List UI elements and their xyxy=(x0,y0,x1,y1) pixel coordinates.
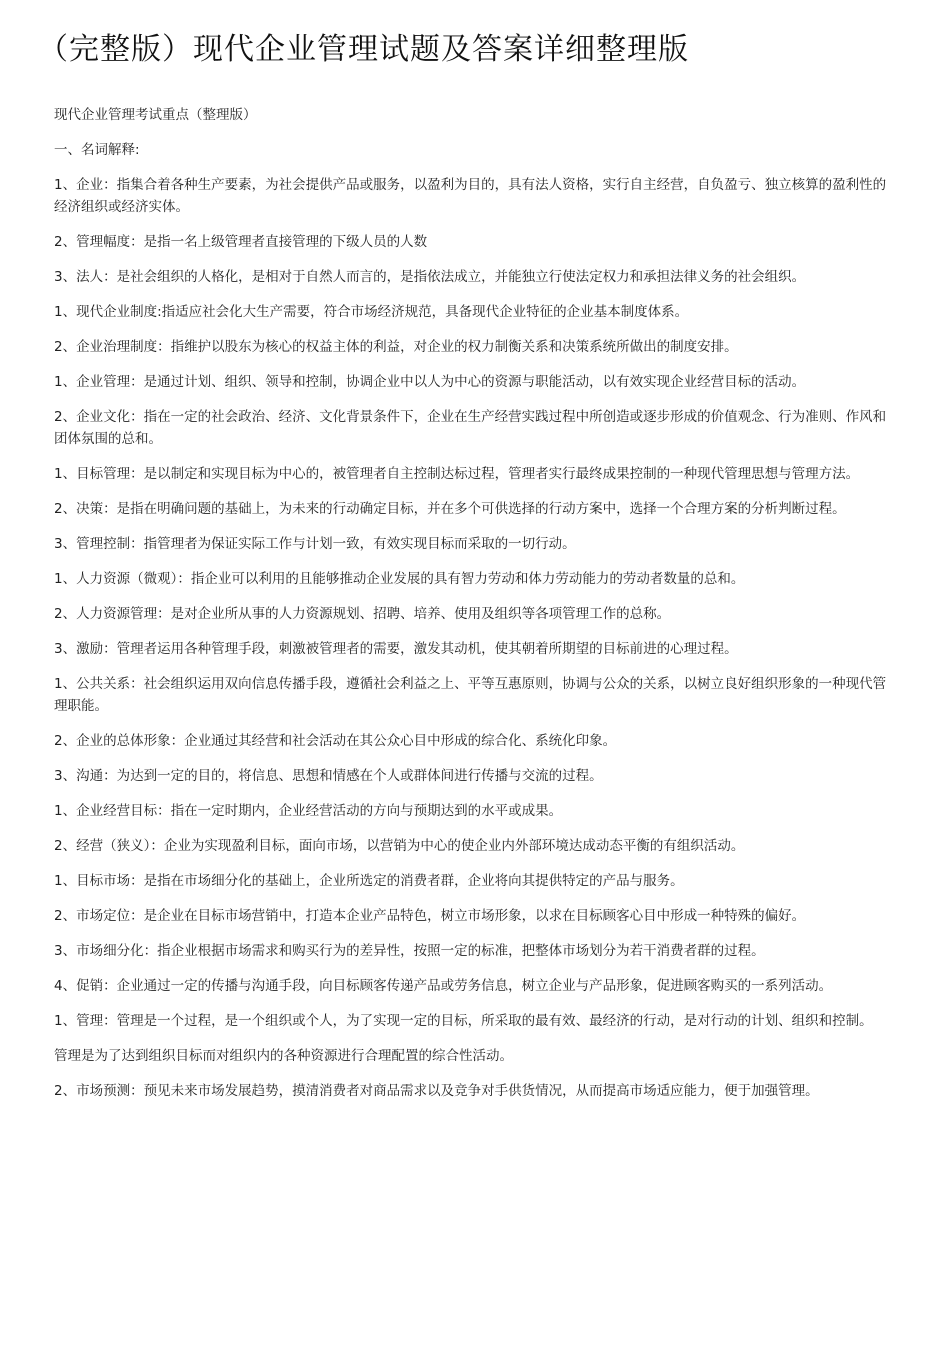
definition-paragraph: 2、企业的总体形象：企业通过其经营和社会活动在其公众心目中形成的综合化、系统化印象。 xyxy=(54,733,617,749)
page-title: （完整版）现代企业管理试题及答案详细整理版 xyxy=(38,32,689,67)
subtitle-paragraph: 现代企业管理考试重点（整理版） xyxy=(54,107,257,123)
definition-paragraph: 2、管理幅度：是指一名上级管理者直接管理的下级人员的人数 xyxy=(54,234,428,250)
definition-paragraph: 4、促销：企业通过一定的传播与沟通手段，向目标顾客传递产品或劳务信息，树立企业与产品形象，促进顾客购买的一系列活动。 xyxy=(54,978,833,994)
definition-paragraph: 管理是为了达到组织目标而对组织内的各种资源进行合理配置的综合性活动。 xyxy=(54,1048,513,1064)
definition-paragraph: 2、企业文化：指在一定的社会政治、经济、文化背景条件下，企业在生产经营实践过程中所创造或逐步形成的价值观念、行为准则、作风和团体氛围的总和。 xyxy=(54,409,887,447)
definition-paragraph: 2、企业治理制度：指维护以股东为核心的权益主体的利益，对企业的权力制衡关系和决策系统所做出的制度安排。 xyxy=(54,339,738,355)
definition-paragraph: 1、目标市场：是指在市场细分化的基础上，企业所选定的消费者群，企业将向其提供特定的产品与服务。 xyxy=(54,873,684,889)
definition-paragraph: 1、现代企业制度:指适应社会化大生产需要，符合市场经济规范，具备现代企业特征的企业基本制度体系。 xyxy=(54,304,689,320)
definition-paragraph: 3、激励：管理者运用各种管理手段，刺激被管理者的需要，激发其动机，使其朝着所期望的目标前进的心理过程。 xyxy=(54,641,738,657)
definition-paragraph: 1、公共关系：社会组织运用双向信息传播手段，遵循社会利益之上、平等互惠原则，协调与公众的关系，以树立良好组织形象的一种现代管理职能。 xyxy=(54,676,887,714)
definition-paragraph: 1、目标管理：是以制定和实现目标为中心的，被管理者自主控制达标过程，管理者实行最终成果控制的一种现代管理思想与管理方法。 xyxy=(54,466,860,482)
definition-paragraph: 2、市场定位：是企业在目标市场营销中，打造本企业产品特色，树立市场形象，以求在目标顾客心目中形成一种特殊的偏好。 xyxy=(54,908,806,924)
section-heading: 一、名词解释: xyxy=(54,142,140,158)
definition-paragraph: 1、企业：指集合着各种生产要素，为社会提供产品或服务，以盈利为目的，具有法人资格，实行自主经营，自负盈亏、独立核算的盈利性的经济组织或经济实体。 xyxy=(54,177,887,215)
definition-paragraph: 1、企业管理：是通过计划、组织、领导和控制，协调企业中以人为中心的资源与职能活动，以有效实现企业经营目标的活动。 xyxy=(54,374,806,390)
definition-paragraph: 1、人力资源（微观）：指企业可以利用的且能够推动企业发展的具有智力劳动和体力劳动能力的劳动者数量的总和。 xyxy=(54,571,745,587)
definition-paragraph: 1、企业经营目标：指在一定时期内，企业经营活动的方向与预期达到的水平或成果。 xyxy=(54,803,563,819)
definition-paragraph: 3、市场细分化：指企业根据市场需求和购买行为的差异性，按照一定的标准，把整体市场划分为若干消费者群的过程。 xyxy=(54,943,765,959)
definition-paragraph: 3、法人：是社会组织的人格化，是相对于自然人而言的，是指依法成立，并能独立行使法定权力和承担法律义务的社会组织。 xyxy=(54,269,806,285)
definition-paragraph: 3、沟通：为达到一定的目的，将信息、思想和情感在个人或群体间进行传播与交流的过程。 xyxy=(54,768,603,784)
definition-paragraph: 1、管理：管理是一个过程，是一个组织或个人，为了实现一定的目标，所采取的最有效、最经济的行动，是对行动的计划、组织和控制。 xyxy=(54,1013,873,1029)
definition-paragraph: 2、经营（狭义）：企业为实现盈利目标，面向市场，以营销为中心的使企业内外部环境达成动态平衡的有组织活动。 xyxy=(54,838,745,854)
definition-paragraph: 2、决策：是指在明确问题的基础上，为未来的行动确定目标，并在多个可供选择的行动方案中，选择一个合理方案的分析判断过程。 xyxy=(54,501,846,517)
definition-paragraph: 2、市场预测：预见未来市场发展趋势，摸清消费者对商品需求以及竞争对手供货情况，从而提高市场适应能力，便于加强管理。 xyxy=(54,1083,819,1099)
definition-paragraph: 2、人力资源管理：是对企业所从事的人力资源规划、招聘、培养、使用及组织等各项管理工作的总称。 xyxy=(54,606,671,622)
document-body xyxy=(54,104,899,1115)
definition-paragraph: 3、管理控制：指管理者为保证实际工作与计划一致，有效实现目标而采取的一切行动。 xyxy=(54,536,576,552)
